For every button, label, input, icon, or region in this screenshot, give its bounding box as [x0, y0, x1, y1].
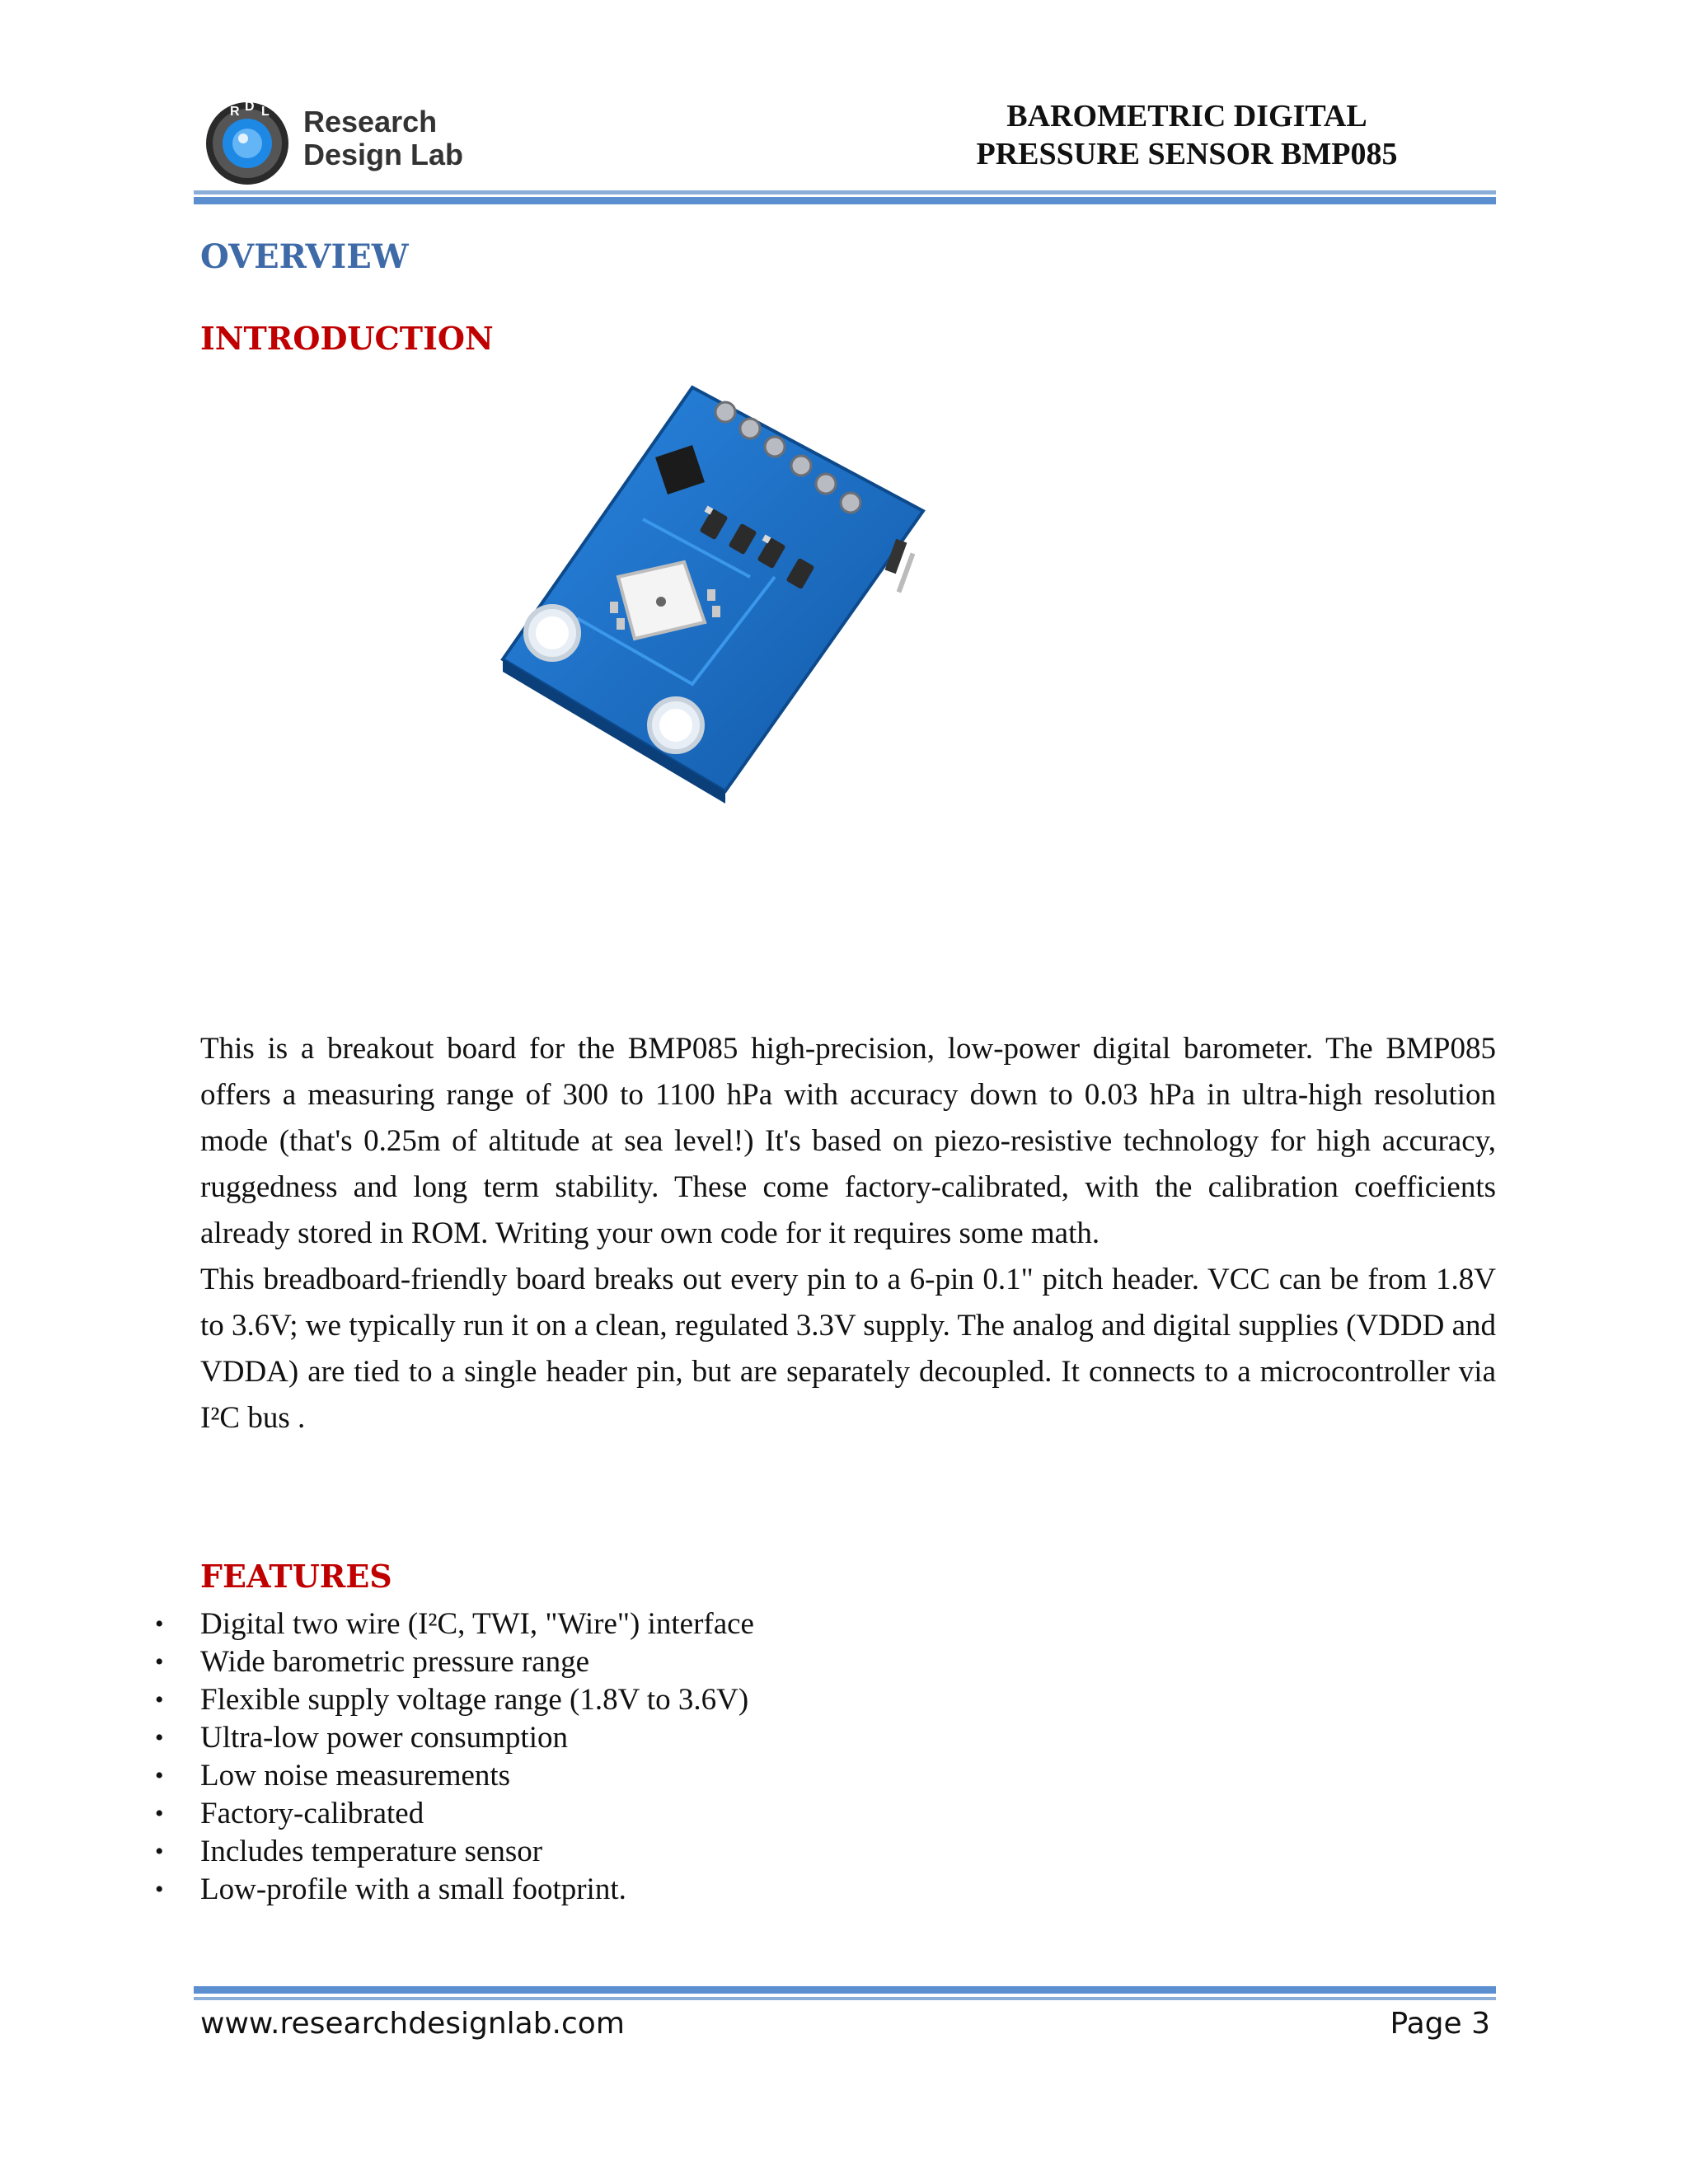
logo-text-line1: Research — [303, 105, 438, 138]
logo-text — [303, 105, 463, 171]
bullet-icon: • — [155, 1724, 164, 1751]
list-item — [148, 1681, 754, 1719]
bullet-icon: • — [155, 1610, 164, 1638]
introduction-text — [200, 1026, 1496, 1441]
list-item — [148, 1795, 754, 1833]
footer-website-link[interactable]: www.researchdesignlab.com — [200, 2007, 625, 2041]
bullet-icon: • — [155, 1648, 164, 1675]
list-item — [148, 1833, 754, 1871]
bullet-icon: • — [155, 1762, 164, 1789]
features-heading: FEATURES — [200, 1558, 392, 1595]
footer-rule-thin — [194, 1997, 1496, 2000]
document-title-line2: PRESSURE SENSOR BMP085 — [976, 137, 1398, 171]
logo-letter-r: R — [230, 105, 240, 119]
feature-text: Factory-calibrated — [200, 1797, 424, 1830]
bullet-icon: • — [155, 1838, 164, 1865]
list-item — [148, 1605, 754, 1643]
feature-text: Wide barometric pressure range — [200, 1645, 590, 1679]
list-item — [148, 1757, 754, 1795]
logo-letter-l: L — [261, 105, 270, 119]
bullet-icon: • — [155, 1686, 164, 1713]
introduction-heading: INTRODUCTION — [200, 320, 494, 357]
features-list — [148, 1605, 754, 1909]
feature-text: Ultra-low power consumption — [200, 1721, 568, 1755]
feature-text: Includes temperature sensor — [200, 1835, 543, 1868]
document-title-line1: BAROMETRIC DIGITAL — [1006, 99, 1367, 134]
list-item — [148, 1643, 754, 1681]
intro-paragraph: This is a breakout board for the BMP085 high-precision, low-power digital barometer. The BMP085 offers a measuring range of 300 to 1100 hPa with accuracy down to 0.03 hPa in ultra-high resolution mode (that's 0.25m of altitude at sea level!) It's based on piezo-resistive technology for high accuracy, ruggedness and long term stability. These come factory-calibrated, with the calibration coefficients already stored in ROM. Writing your own code for it requires some math. — [200, 1032, 1496, 1250]
feature-text: Low-profile with a small footprint. — [200, 1872, 626, 1906]
bullet-icon: • — [155, 1800, 164, 1827]
sensor-board-image — [478, 371, 973, 832]
feature-text: Low noise measurements — [200, 1759, 511, 1793]
document-title — [898, 97, 1475, 173]
list-item — [148, 1871, 754, 1909]
footer-rule-thick — [194, 1986, 1496, 1994]
intro-paragraph: This breadboard-friendly board breaks out every pin to a 6-pin 0.1" pitch header. VCC can be from 1.8V to 3.6V; we typically run it on a clean, regulated 3.3V supply. The analog and digital supplies (VDDD and VDDA) are tied to a single header pin, but are separately decoupled. It connects to a microcontroller via I²C bus . — [200, 1263, 1496, 1435]
header-rule-thick — [194, 197, 1496, 204]
feature-text: Flexible supply voltage range (1.8V to 3.6V) — [200, 1683, 749, 1717]
feature-text: Digital two wire (I²C, TWI, "Wire") interface — [200, 1607, 754, 1641]
logo-text-line2: Design Lab — [303, 138, 464, 171]
bullet-icon: • — [155, 1876, 164, 1903]
overview-heading: OVERVIEW — [200, 237, 409, 276]
page-number: Page 3 — [1390, 2007, 1490, 2041]
logo-letter-d: D — [245, 100, 255, 114]
list-item — [148, 1719, 754, 1757]
header-rule-thin — [194, 190, 1496, 194]
